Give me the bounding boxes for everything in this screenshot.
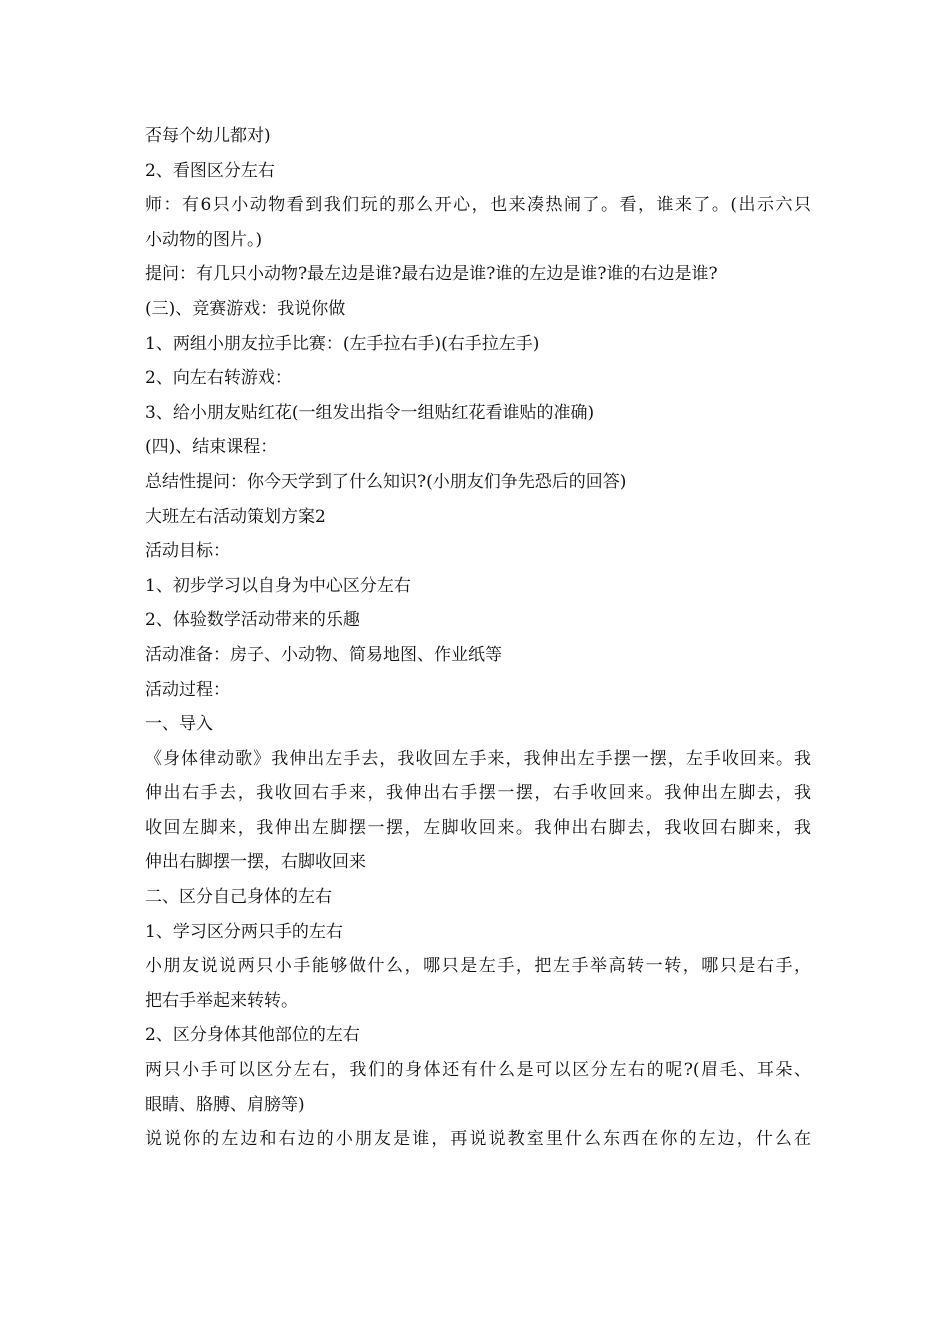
- text-line: 《身体律动歌》我伸出左手去，我收回左手来，我伸出左手摆一摆，左手收回来。我: [145, 748, 811, 769]
- text-line: 说说你的左边和右边的小朋友是谁，再说说教室里什么东西在你的左边，什么在: [145, 1129, 811, 1150]
- text-line: 把右手举起来转转。: [145, 990, 298, 1011]
- text-line: 1、学习区分两只手的左右: [145, 921, 343, 942]
- text-line: 2、区分身体其他部位的左右: [145, 1025, 360, 1046]
- text-line: 3、给小朋友贴红花(一组发出指令一组贴红花看谁贴的准确): [145, 402, 595, 423]
- text-line: 活动准备：房子、小动物、简易地图、作业纸等: [145, 644, 502, 665]
- text-line: 伸出右脚摆一摆，右脚收回来: [145, 852, 366, 873]
- text-line: 师：有6只小动物看到我们玩的那么开心，也来凑热闹了。看，谁来了。(出示六只: [145, 195, 811, 216]
- section-heading: (四)、结束课程：: [145, 437, 278, 458]
- text-line: 2、体验数学活动带来的乐趣: [145, 610, 360, 631]
- section-heading: (三)、竞赛游戏：我说你做: [145, 298, 346, 319]
- section-heading: 活动目标：: [145, 541, 230, 562]
- text-line: 1、两组小朋友拉手比赛：(左手拉右手)(右手拉左手): [145, 333, 540, 354]
- section-heading: 一、导入: [145, 714, 213, 735]
- text-line: 伸出右手去，我收回右手来，我伸出右手摆一摆，右手收回来。我伸出左脚去，我: [145, 783, 811, 804]
- text-line: 小动物的图片。): [145, 229, 263, 250]
- text-line: 提问：有几只小动物?最左边是谁?最右边是谁?谁的左边是谁?谁的右边是谁?: [145, 264, 718, 285]
- text-line: 否每个幼儿都对): [145, 126, 271, 146]
- text-line: 收回左脚来，我伸出左脚摆一摆，左脚收回来。我伸出右脚去，我收回右脚来，我: [145, 817, 811, 838]
- section-heading: 二、区分自己身体的左右: [145, 887, 332, 908]
- text-line: 2、向左右转游戏：: [145, 368, 292, 389]
- text-line: 两只小手可以区分左右，我们的身体还有什么是可以区分左右的呢?(眉毛、耳朵、: [145, 1060, 811, 1081]
- section-heading: 活动过程：: [145, 679, 230, 700]
- document-title: 大班左右活动策划方案2: [145, 506, 326, 527]
- text-line: 2、看图区分左右: [145, 160, 275, 181]
- text-line: 眼睛、胳膊、肩膀等): [145, 1094, 305, 1115]
- text-line: 小朋友说说两只小手能够做什么，哪只是左手，把左手举高转一转，哪只是右手，: [145, 956, 811, 977]
- document-body: [145, 119, 811, 1157]
- text-line: 总结性提问：你今天学到了什么知识?(小朋友们争先恐后的回答): [145, 471, 627, 492]
- text-line: 1、初步学习以自身为中心区分左右: [145, 575, 411, 596]
